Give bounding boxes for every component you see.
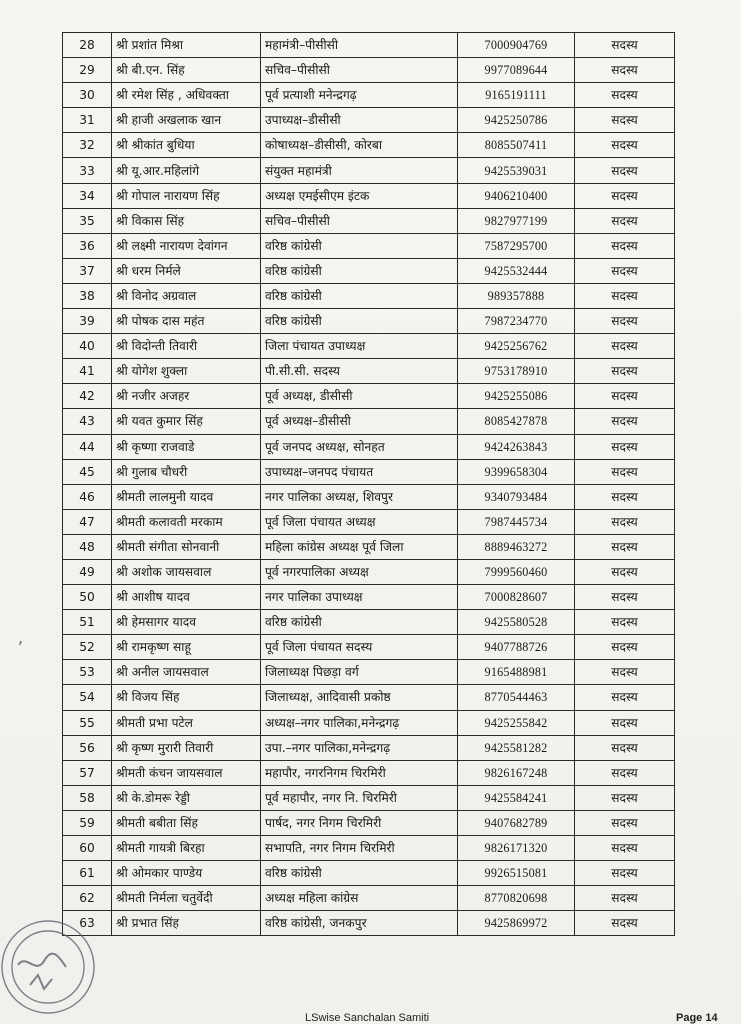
serial-number-cell: 32 [63,133,112,158]
phone-number-cell: 9425539031 [458,158,575,183]
table-row [63,886,675,911]
serial-number-cell: 56 [63,735,112,760]
designation-cell: नगर पालिका उपाध्यक्ष [261,585,458,610]
role-cell: सदस्य [575,108,675,133]
member-name-cell: श्री अशोक जायसवाल [112,559,261,584]
role-cell: सदस्य [575,710,675,735]
member-name-cell: श्री योगेश शुक्ला [112,359,261,384]
phone-number-cell: 7987234770 [458,309,575,334]
role-cell: सदस्य [575,58,675,83]
role-cell: सदस्य [575,409,675,434]
phone-number-cell: 9425869972 [458,911,575,936]
designation-cell: महामंत्री–पीसीसी [261,33,458,58]
table-row [63,585,675,610]
designation-cell: पूर्व नगरपालिका अध्यक्ष [261,559,458,584]
role-cell: सदस्य [575,559,675,584]
role-cell: सदस्य [575,484,675,509]
designation-cell: पूर्व जनपद अध्यक्ष, सोनहत [261,434,458,459]
member-name-cell: श्री प्रभात सिंह [112,911,261,936]
role-cell: सदस्य [575,836,675,861]
role-cell: सदस्य [575,459,675,484]
member-name-cell: श्री विकास सिंह [112,208,261,233]
phone-number-cell: 9977089644 [458,58,575,83]
designation-cell: वरिष्ठ कांग्रेसी [261,283,458,308]
serial-number-cell: 52 [63,635,112,660]
table-row [63,334,675,359]
role-cell: सदस्य [575,585,675,610]
serial-number-cell: 44 [63,434,112,459]
member-name-cell: श्री विनोद अग्रवाल [112,283,261,308]
designation-cell: संयुक्त महामंत्री [261,158,458,183]
designation-cell: उपाध्यक्ष–डीसीसी [261,108,458,133]
member-name-cell: श्री विदोन्ती तिवारी [112,334,261,359]
designation-cell: पार्षद, नगर निगम चिरमिरी [261,810,458,835]
member-name-cell: श्री पोषक दास महंत [112,309,261,334]
serial-number-cell: 58 [63,785,112,810]
table-row [63,208,675,233]
phone-number-cell: 9407788726 [458,635,575,660]
serial-number-cell: 49 [63,559,112,584]
phone-number-cell: 9425532444 [458,258,575,283]
serial-number-cell: 60 [63,836,112,861]
role-cell: सदस्य [575,785,675,810]
designation-cell: पूर्व जिला पंचायत अध्यक्ष [261,509,458,534]
table-row [63,861,675,886]
designation-cell: जिलाध्यक्ष, आदिवासी प्रकोष्ठ [261,685,458,710]
designation-cell: वरिष्ठ कांग्रेसी, जनकपुर [261,911,458,936]
table-row [63,710,675,735]
phone-number-cell: 7999560460 [458,559,575,584]
phone-number-cell: 9425256762 [458,334,575,359]
role-cell: सदस्य [575,509,675,534]
designation-cell: सभापति, नगर निगम चिरमिरी [261,836,458,861]
serial-number-cell: 54 [63,685,112,710]
phone-number-cell: 9425250786 [458,108,575,133]
role-cell: सदस्य [575,334,675,359]
role-cell: सदस्य [575,183,675,208]
footer-text: LSwise Sanchalan Samiti [305,1012,430,1024]
phone-number-cell: 9165488981 [458,660,575,685]
role-cell: सदस्य [575,158,675,183]
serial-number-cell: 47 [63,509,112,534]
designation-cell: नगर पालिका अध्यक्ष, शिवपुर [261,484,458,509]
member-name-cell: श्रीमती लालमुनी यादव [112,484,261,509]
designation-cell: वरिष्ठ कांग्रेसी [261,309,458,334]
stamp-signature-tail [30,975,52,989]
role-cell: सदस्य [575,83,675,108]
table-row [63,359,675,384]
member-name-cell: श्री विजय सिंह [112,685,261,710]
table-body [63,33,675,936]
designation-cell: उपा.–नगर पालिका,मनेन्द्रगढ़ [261,735,458,760]
member-name-cell: श्री के.डोमरू रेड्डी [112,785,261,810]
role-cell: सदस्य [575,258,675,283]
phone-number-cell: 9399658304 [458,459,575,484]
role-cell: सदस्य [575,635,675,660]
table-row [63,911,675,936]
serial-number-cell: 42 [63,384,112,409]
serial-number-cell: 62 [63,886,112,911]
member-name-cell: श्री रमेश सिंह , अधिवक्ता [112,83,261,108]
serial-number-cell: 33 [63,158,112,183]
table-row [63,83,675,108]
serial-number-cell: 36 [63,233,112,258]
role-cell: सदस्य [575,384,675,409]
designation-cell: वरिष्ठ कांग्रेसी [261,610,458,635]
designation-cell: पूर्व अध्यक्ष–डीसीसी [261,409,458,434]
member-name-cell: श्री लक्ष्मी नारायण देवांगन [112,233,261,258]
member-name-cell: श्री बी.एन. सिंह [112,58,261,83]
role-cell: सदस्य [575,861,675,886]
table-row [63,409,675,434]
table-row [63,283,675,308]
phone-number-cell: 9926515081 [458,861,575,886]
table-row [63,108,675,133]
table-row [63,559,675,584]
table-row [63,484,675,509]
role-cell: सदस्य [575,359,675,384]
phone-number-cell: 9753178910 [458,359,575,384]
designation-cell: पूर्व अध्यक्ष, डीसीसी [261,384,458,409]
member-name-cell: श्री हाजी अखलाक खान [112,108,261,133]
phone-number-cell: 9407682789 [458,810,575,835]
phone-number-cell: 7587295700 [458,233,575,258]
role-cell: सदस्य [575,911,675,936]
member-name-cell: श्रीमती निर्मला चतुर्वेदी [112,886,261,911]
member-name-cell: श्रीमती संगीता सोनवानी [112,534,261,559]
serial-number-cell: 51 [63,610,112,635]
serial-number-cell: 41 [63,359,112,384]
table-row [63,459,675,484]
member-name-cell: श्री प्रशांत मिश्रा [112,33,261,58]
member-name-cell: श्री अनील जायसवाल [112,660,261,685]
phone-number-cell: 7000828607 [458,585,575,610]
phone-number-cell: 8770820698 [458,886,575,911]
member-name-cell: श्री कृष्ण मुरारी तिवारी [112,735,261,760]
role-cell: सदस्य [575,133,675,158]
member-name-cell: श्री यवत कुमार सिंह [112,409,261,434]
table-row [63,610,675,635]
serial-number-cell: 28 [63,33,112,58]
phone-number-cell: 8085507411 [458,133,575,158]
stamp-inner-ring [12,931,84,1003]
serial-number-cell: 53 [63,660,112,685]
member-name-cell: श्री गुलाब चौधरी [112,459,261,484]
designation-cell: पूर्व महापौर, नगर नि. चिरमिरी [261,785,458,810]
designation-cell: महापौर, नगरनिगम चिरमिरी [261,760,458,785]
phone-number-cell: 9425584241 [458,785,575,810]
member-name-cell: श्रीमती कंचन जायसवाल [112,760,261,785]
designation-cell: अध्यक्ष महिला कांग्रेस [261,886,458,911]
phone-number-cell: 9425581282 [458,735,575,760]
member-name-cell: श्री ओमकार पाण्डेय [112,861,261,886]
member-name-cell: श्री आशीष यादव [112,585,261,610]
phone-number-cell: 7000904769 [458,33,575,58]
table-row [63,309,675,334]
role-cell: सदस्य [575,610,675,635]
designation-cell: उपाध्यक्ष–जनपद पंचायत [261,459,458,484]
table-row [63,158,675,183]
designation-cell: सचिव–पीसीसी [261,208,458,233]
role-cell: सदस्य [575,685,675,710]
member-name-cell: श्रीमती कलावती मरकाम [112,509,261,534]
table-row [63,58,675,83]
serial-number-cell: 46 [63,484,112,509]
serial-number-cell: 39 [63,309,112,334]
role-cell: सदस्य [575,810,675,835]
role-cell: सदस्य [575,434,675,459]
serial-number-cell: 57 [63,760,112,785]
phone-number-cell: 7987445734 [458,509,575,534]
serial-number-cell: 61 [63,861,112,886]
phone-number-cell: 9165191111 [458,83,575,108]
member-name-cell: श्री श्रीकांत बुधिया [112,133,261,158]
table-row [63,810,675,835]
serial-number-cell: 35 [63,208,112,233]
table-row [63,133,675,158]
serial-number-cell: 55 [63,710,112,735]
serial-number-cell: 45 [63,459,112,484]
table-row [63,534,675,559]
role-cell: सदस्य [575,735,675,760]
phone-number-cell: 8085427878 [458,409,575,434]
table-row [63,509,675,534]
table-row [63,33,675,58]
serial-number-cell: 37 [63,258,112,283]
phone-number-cell: 9406210400 [458,183,575,208]
phone-number-cell: 9826171320 [458,836,575,861]
member-name-cell: श्री गोपाल नारायण सिंह [112,183,261,208]
designation-cell: पूर्व जिला पंचायत सदस्य [261,635,458,660]
member-name-cell: श्रीमती बबीता सिंह [112,810,261,835]
table-row [63,258,675,283]
designation-cell: पूर्व प्रत्याशी मनेन्द्रगढ़ [261,83,458,108]
table-row [63,635,675,660]
table-row [63,760,675,785]
table-row [63,384,675,409]
member-name-cell: श्री यू.आर.महिलांगे [112,158,261,183]
role-cell: सदस्य [575,208,675,233]
serial-number-cell: 29 [63,58,112,83]
phone-number-cell: 9827977199 [458,208,575,233]
serial-number-cell: 38 [63,283,112,308]
designation-cell: जिला पंचायत उपाध्यक्ष [261,334,458,359]
designation-cell: सचिव–पीसीसी [261,58,458,83]
phone-number-cell: 9425580528 [458,610,575,635]
role-cell: सदस्य [575,33,675,58]
designation-cell: वरिष्ठ कांग्रेसी [261,861,458,886]
serial-number-cell: 43 [63,409,112,434]
serial-number-cell: 31 [63,108,112,133]
member-name-cell: श्री धरम निर्मले [112,258,261,283]
phone-number-cell: 8889463272 [458,534,575,559]
page-number: Page 14 [676,1012,718,1024]
member-name-cell: श्री कृष्णा राजवाडे [112,434,261,459]
role-cell: सदस्य [575,660,675,685]
phone-number-cell: 9425255086 [458,384,575,409]
role-cell: सदस्य [575,534,675,559]
serial-number-cell: 30 [63,83,112,108]
serial-number-cell: 63 [63,911,112,936]
designation-cell: अध्यक्ष–नगर पालिका,मनेन्द्रगढ़ [261,710,458,735]
phone-number-cell: 989357888 [458,283,575,308]
member-name-cell: श्री नजीर अजहर [112,384,261,409]
table-row [63,434,675,459]
phone-number-cell: 9425255842 [458,710,575,735]
designation-cell: पी.सी.सी. सदस्य [261,359,458,384]
table-row [63,735,675,760]
serial-number-cell: 40 [63,334,112,359]
role-cell: सदस्य [575,233,675,258]
phone-number-cell: 9340793484 [458,484,575,509]
designation-cell: जिलाध्यक्ष पिछड़ा वर्ग [261,660,458,685]
role-cell: सदस्य [575,283,675,308]
serial-number-cell: 34 [63,183,112,208]
designation-cell: कोषाध्यक्ष–डीसीसी, कोरबा [261,133,458,158]
member-name-cell: श्री रामकृष्ण साहू [112,635,261,660]
table-row [63,685,675,710]
designation-cell: वरिष्ठ कांग्रेसी [261,258,458,283]
serial-number-cell: 59 [63,810,112,835]
committee-member-table [62,32,675,936]
serial-number-cell: 50 [63,585,112,610]
table-row [63,836,675,861]
member-name-cell: श्रीमती गायत्री बिरहा [112,836,261,861]
table-row [63,785,675,810]
phone-number-cell: 8770544463 [458,685,575,710]
stamp-signature [18,954,66,967]
serial-number-cell: 48 [63,534,112,559]
table-row [63,183,675,208]
designation-cell: वरिष्ठ कांग्रेसी [261,233,458,258]
table-row [63,660,675,685]
member-name-cell: श्रीमती प्रभा पटेल [112,710,261,735]
member-name-cell: श्री हेमसागर यादव [112,610,261,635]
phone-number-cell: 9424263843 [458,434,575,459]
table-row [63,233,675,258]
designation-cell: महिला कांग्रेस अध्यक्ष पूर्व जिला [261,534,458,559]
phone-number-cell: 9826167248 [458,760,575,785]
role-cell: सदस्य [575,309,675,334]
role-cell: सदस्य [575,760,675,785]
scan-mark: , [18,628,24,647]
designation-cell: अध्यक्ष एमईसीएम इंटक [261,183,458,208]
role-cell: सदस्य [575,886,675,911]
